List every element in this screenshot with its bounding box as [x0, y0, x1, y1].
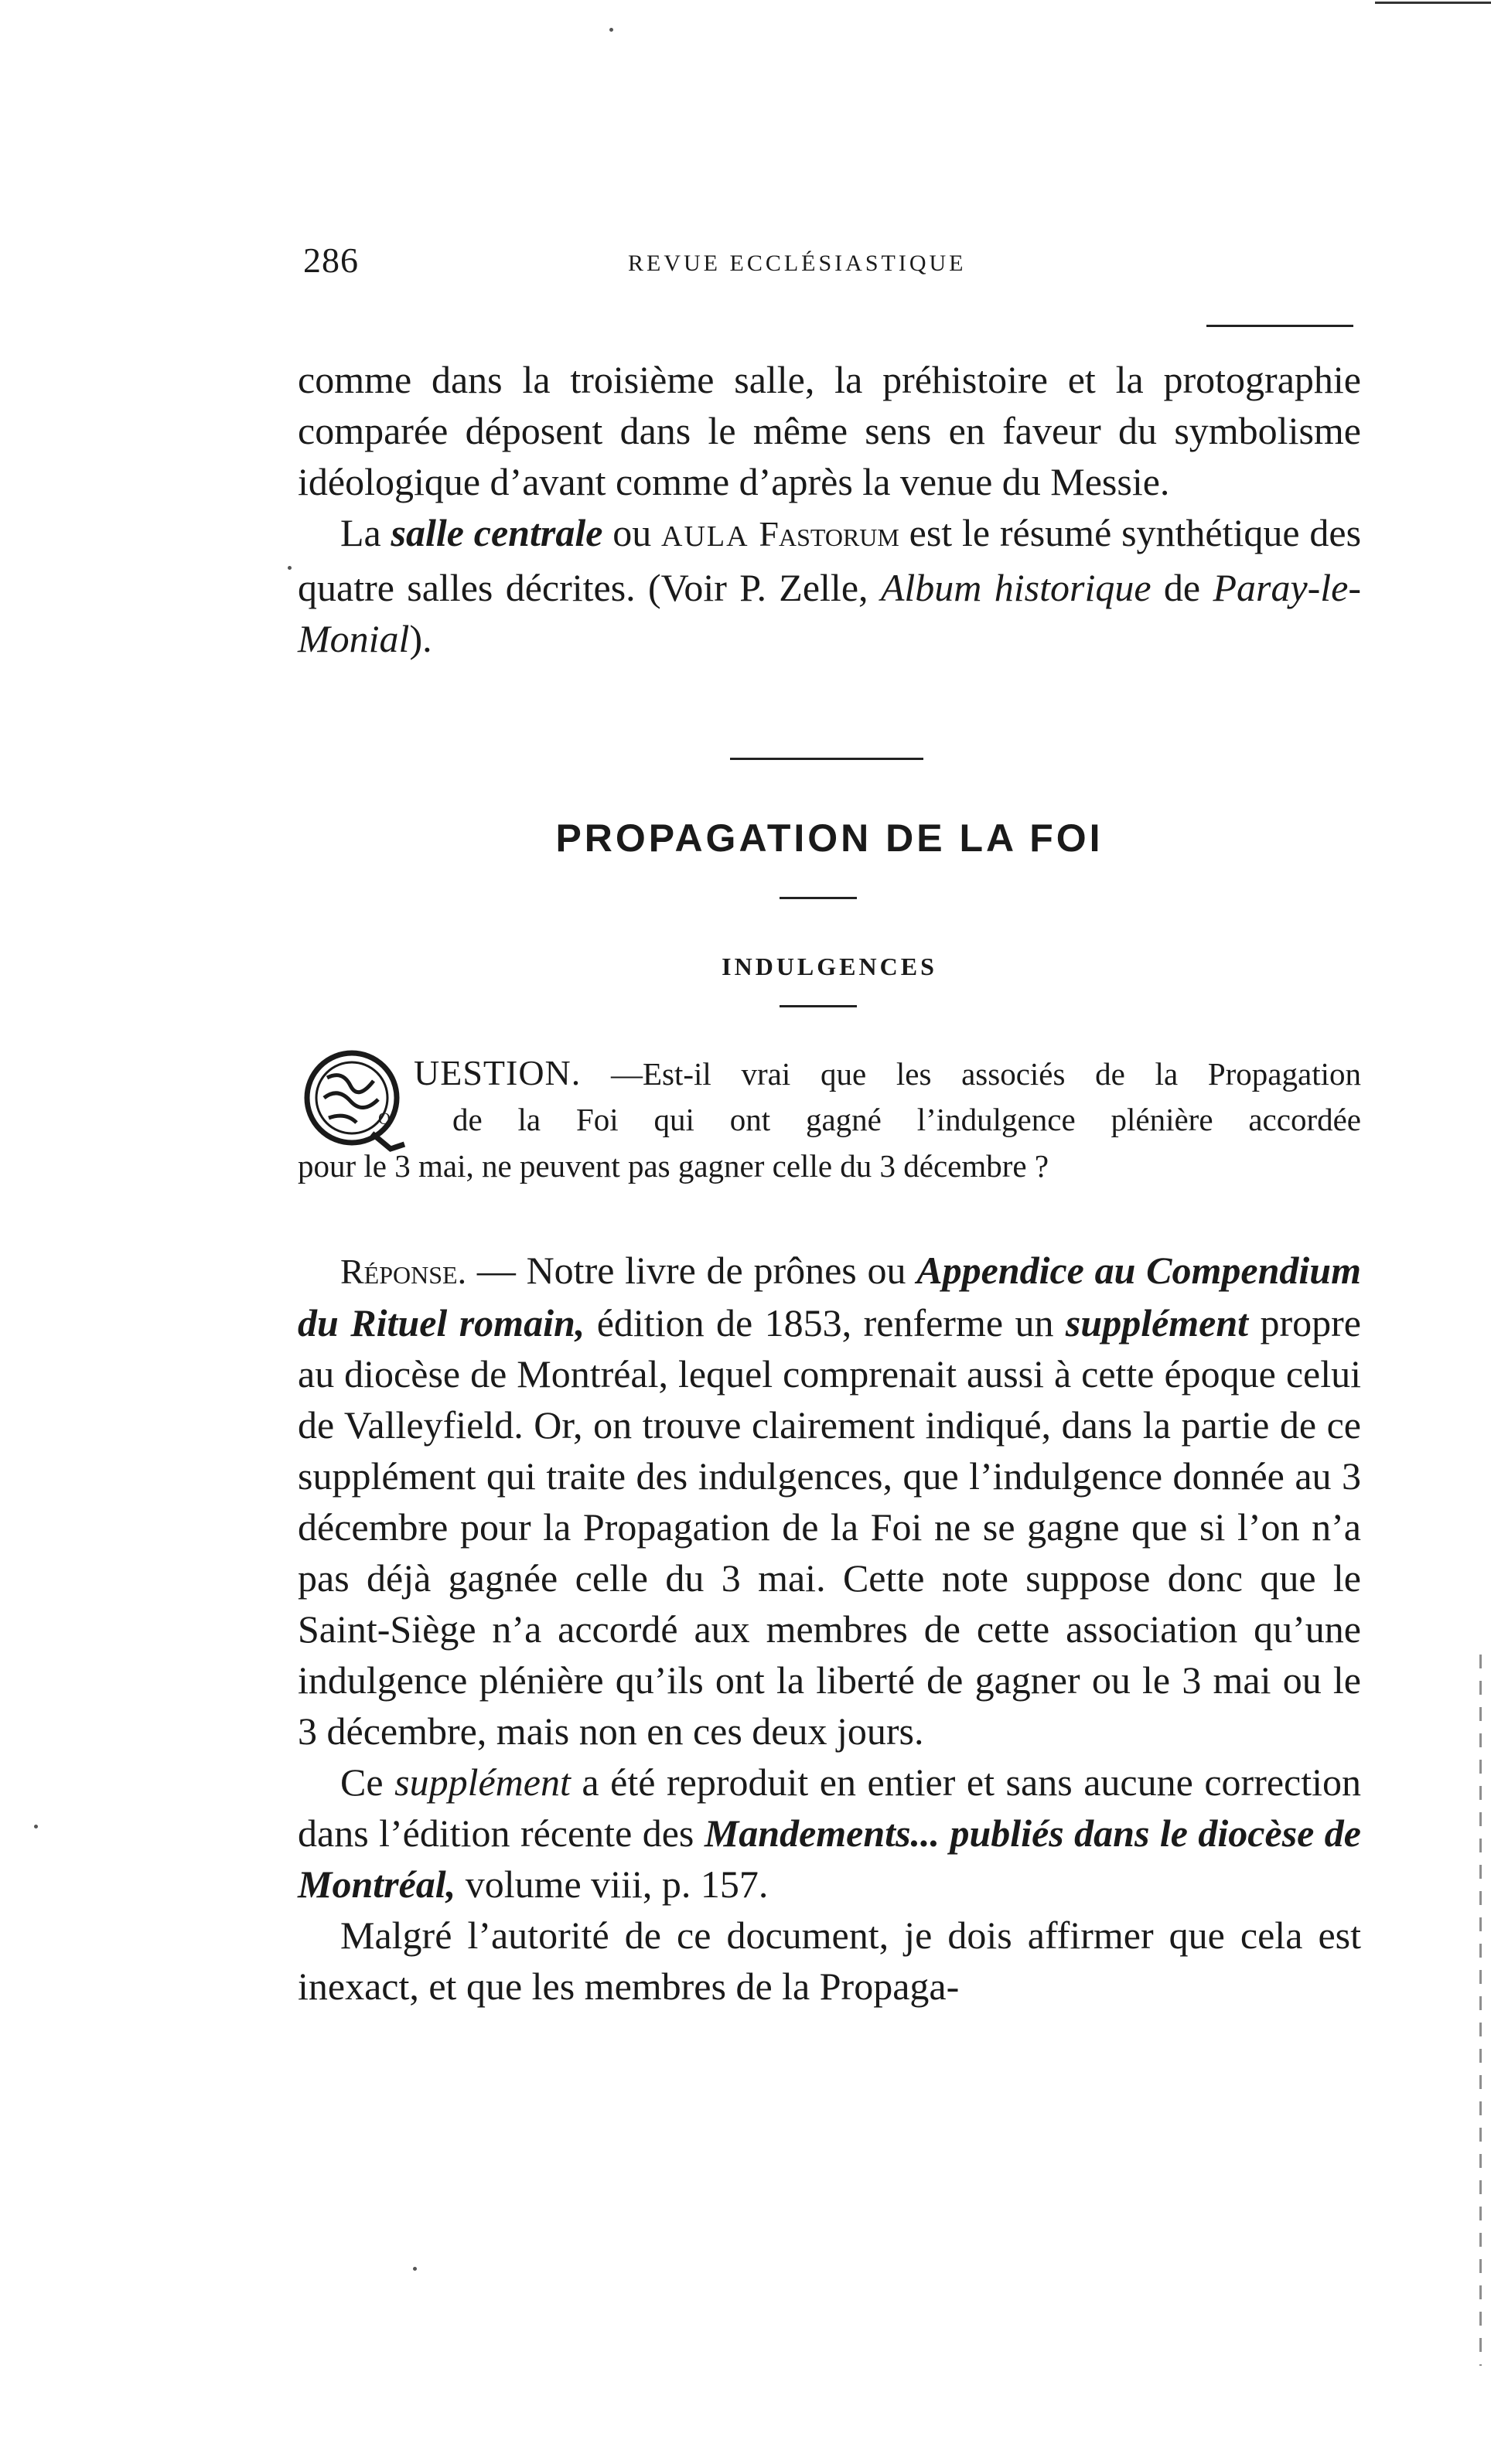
- question-label: UESTION.: [414, 1053, 582, 1092]
- italic-run: salle centrale: [391, 511, 603, 554]
- text-run: — Notre livre de prônes ou: [466, 1249, 917, 1292]
- smallcaps-run: Fastorum: [759, 514, 899, 554]
- answer-text: [298, 1245, 1361, 2012]
- text-run: volume viii, p. 157.: [455, 1862, 769, 1906]
- title-short-rule: [780, 897, 857, 899]
- stray-mark: [413, 2267, 417, 2271]
- header-rule: [1206, 325, 1353, 327]
- intro-paragraph-2: [298, 507, 1361, 664]
- section-divider: [730, 758, 923, 760]
- text-run: Ce: [340, 1760, 395, 1804]
- intro-paragraph-1: comme dans la troisième salle, la préhistoire et la protographie comparée déposent dans le même sens en faveur du symbolisme idéologique d’avant comme d’après la venue du Messie.: [298, 358, 1361, 503]
- text-run: ou: [602, 511, 662, 554]
- section-title: PROPAGATION DE LA FOI: [555, 816, 1104, 860]
- subsection-title: INDULGENCES: [722, 953, 937, 980]
- text-run: de: [1151, 566, 1213, 609]
- scan-edge-marks: [1479, 1655, 1482, 2366]
- text-run: —Est-il vrai que les associés de la Propagation: [581, 1056, 1361, 1092]
- scan-edge-rule: [1375, 2, 1491, 4]
- italic-run: Appendice au Compendium du Rituel romain,: [298, 1249, 1361, 1344]
- text-run: a été reproduit en entier et sans aucune correction dans l’édition récente des: [298, 1760, 1362, 1855]
- text-run: propre au diocèse de Montréal, lequel comprenait aussi à cette époque celui de Valleyfield. Or, on trouve clairement indiqué, dans la partie de ce supplément qui traite des indulgences, que l’indulgence donnée au 3 décembre pour la Propagation de la Foi ne se gagne que si l’on n’a pas déjà gagnée celle du 3 mai. Cette note suppose donc que le Saint-Siège n’a accordé aux membres de cette association qu’une indulgence plénière qu’ils ont la liberté de gagner ou le 3 mai ou le 3 décembre, mais non en ces deux jours.: [298, 1301, 1361, 1753]
- drop-cap-letter: Q: [378, 1109, 391, 1128]
- answer-paragraph-3: Malgré l’autorité de ce document, je dois affirmer que cela est inexact, et que les membres de la Propaga-: [298, 1914, 1361, 2008]
- question-line-3: pour le 3 mai, ne peuvent pas gagner celle du 3 décembre ?: [298, 1148, 1049, 1184]
- text-run: La: [340, 511, 391, 554]
- page-number: 286: [303, 240, 359, 280]
- stray-mark: [288, 566, 292, 570]
- italic-run: Paray-le-Monial: [298, 566, 1362, 660]
- italic-run: supplément: [1065, 1301, 1249, 1344]
- answer-label: Réponse.: [340, 1252, 467, 1291]
- question-block: [298, 1050, 1361, 1212]
- answer-paragraph-1: [298, 1245, 1361, 1757]
- question-line-1: [414, 1050, 1361, 1097]
- ornamental-drop-cap-icon: [298, 1047, 408, 1155]
- stray-mark: [609, 28, 613, 32]
- running-head: [303, 240, 1370, 286]
- stray-mark: [34, 1825, 38, 1828]
- question-line-2: de la Foi qui ont gagné l’indulgence plénière accordée: [452, 1102, 1361, 1137]
- italic-run: Mandements... publiés dans le diocèse de Montréal,: [298, 1811, 1361, 1906]
- italic-run: supplément: [394, 1760, 571, 1804]
- intro-text: [298, 354, 1361, 664]
- italic-run: Album historique: [880, 566, 1152, 609]
- subtitle-short-rule: [780, 1005, 857, 1007]
- text-run: ).: [409, 617, 432, 660]
- text-run: édition de 1853, renferme un: [585, 1301, 1066, 1344]
- text-run: est le résumé synthétique des quatre salles décrites. (Voir P. Zelle,: [298, 511, 1362, 609]
- smallcaps-run: AULA: [661, 520, 749, 553]
- answer-paragraph-2: [298, 1757, 1361, 1910]
- journal-title: REVUE ECCLÉSIASTIQUE: [628, 250, 967, 276]
